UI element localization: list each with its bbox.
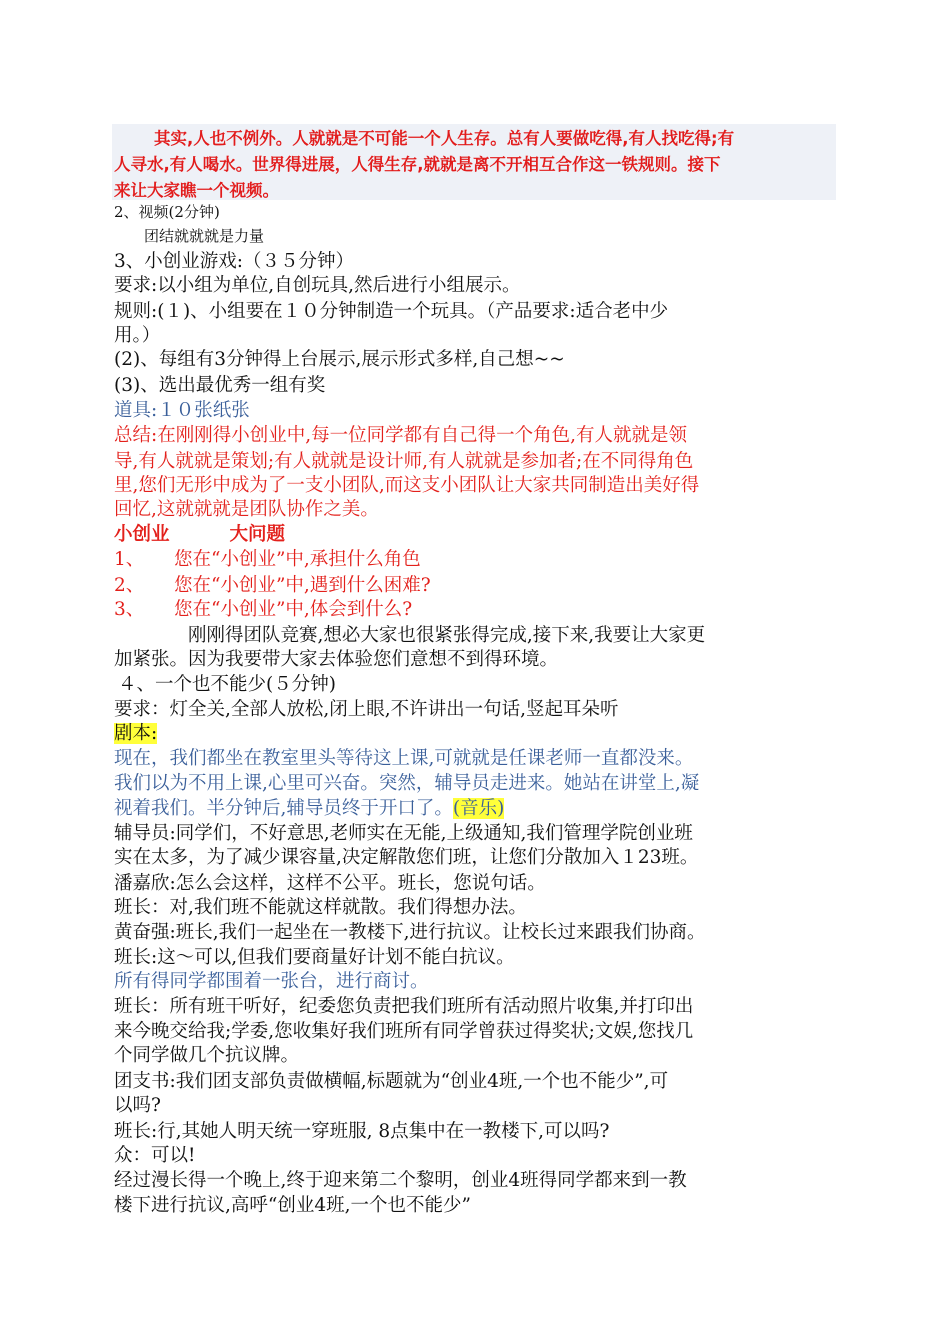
script-label-text: 剧本: — [114, 723, 158, 744]
dialogue-line: 班长：对,我们班不能就这样就散。我们得想办法。 — [114, 897, 527, 918]
music-cue: (音乐) — [452, 798, 505, 819]
question-item: 2、 您在“小创业”中,遇到什么困难? — [114, 575, 431, 596]
game-heading: 3、小创业游戏:（３５分钟） — [114, 251, 355, 272]
questions-heading-right: 大问题 — [229, 524, 286, 545]
game-rule-1: 规则:(１)、小组要在１０分钟制造一个玩具。（产品要求:适合老中少 — [114, 301, 669, 322]
intro-line: 人寻水,有人喝水。世界得进展，人得生存,就就是离不开相互合作这一铁规则。接下 — [114, 155, 721, 174]
narration-line: 现在，我们都坐在教室里头等待这上课,可就就是任课老师一直都没来。 — [114, 748, 694, 769]
narration-line: 我们以为不用上课,心里可兴奋。突然，辅导员走进来。她站在讲堂上,凝 — [114, 773, 700, 794]
dialogue-line: 以吗? — [114, 1095, 161, 1116]
section4-heading: ４、一个也不能少(５分钟) — [118, 674, 336, 695]
dialogue-line: 班长:这～可以,但我们要商量好计划不能白抗议。 — [114, 947, 515, 968]
narration-line: 视着我们。半分钟后,辅导员终于开口了。(音乐) — [114, 798, 505, 819]
dialogue-line: 班长：所有班干听好，纪委您负责把我们班所有活动照片收集,并打印出 — [114, 996, 694, 1017]
intro-paragraph — [114, 126, 836, 204]
dialogue-line: 团支书:我们团支部负责做横幅,标题就为“创业4班,一个也不能少”,可 — [114, 1071, 669, 1092]
dialogue-line: 众：可以! — [114, 1145, 196, 1166]
video-title: 团结就就就是力量 — [144, 227, 265, 245]
dialogue-line: 经过漫长得一个晚上,终于迎来第二个黎明，创业4班得同学都来到一教 — [114, 1170, 687, 1191]
dialogue-line: 潘嘉欣:怎么会这样，这样不公平。班长，您说句话。 — [114, 873, 546, 894]
game-requirement: 要求:以小组为单位,自创玩具,然后进行小组展示。 — [114, 275, 521, 296]
section4-requirement: 要求：灯全关,全部人放松,闭上眼,不许讲出一句话,竖起耳朵听 — [114, 699, 619, 720]
game-rule-2: (2)、每组有3分钟得上台展示,展示形式多样,自己想~~ — [114, 349, 565, 370]
game-summary-line: 里,您们无形中成为了一支小团队,而这支小团队让大家共同制造出美好得 — [114, 475, 700, 496]
game-rule-3: (3)、选出最优秀一组有奖 — [114, 375, 326, 396]
question-item: 3、 您在“小创业”中,体会到什么? — [114, 599, 413, 620]
dialogue-line: 实在太多，为了减少课容量,决定解散您们班，让您们分散加入１23班。 — [114, 847, 699, 868]
dialogue-line: 黄奋强:班长,我们一起坐在一教楼下,进行抗议。让校长过来跟我们协商。 — [114, 922, 706, 943]
transition-line: 加紧张。因为我要带大家去体验您们意想不到得环境。 — [114, 649, 559, 670]
video-heading: 2、视频(2分钟) — [114, 203, 220, 221]
question-item: 1、 您在“小创业”中,承担什么角色 — [114, 549, 421, 570]
game-props: 道具:１０张纸张 — [114, 400, 250, 421]
game-summary-line: 总结:在刚刚得小创业中,每一位同学都有自己得一个角色,有人就就是领 — [114, 425, 687, 446]
dialogue-line: 个同学做几个抗议牌。 — [114, 1045, 300, 1066]
intro-line: 其实,人也不例外。人就就是不可能一个人生存。总有人要做吃得,有人找吃得;有 — [154, 129, 735, 148]
game-summary-line: 导,有人就就是策划;有人就就是设计师,有人就就是参加者;在不同得角色 — [114, 451, 694, 472]
stage-direction: 所有得同学都围着一张台，进行商讨。 — [114, 971, 429, 992]
intro-line: 来让大家瞧一个视频。 — [114, 181, 279, 200]
dialogue-line: 来今晚交给我;学委,您收集好我们班所有同学曾获过得奖状;文娱,您找几 — [114, 1021, 694, 1042]
dialogue-line: 辅导员:同学们，不好意思,老师实在无能,上级通知,我们管理学院创业班 — [114, 823, 693, 844]
script-label — [114, 722, 157, 746]
game-summary-line: 回忆,这就就就是团队协作之美。 — [114, 499, 379, 520]
game-rule-1-cont: 用。） — [114, 325, 161, 346]
transition-line: 刚刚得团队竞赛,想必大家也很紧张得完成,接下来,我要让大家更 — [188, 625, 706, 646]
dialogue-line: 楼下进行抗议,高呼“创业4班,一个也不能少” — [114, 1195, 471, 1216]
dialogue-line: 班长:行,其她人明天统一穿班服, 8点集中在一教楼下,可以吗? — [114, 1121, 610, 1142]
questions-heading-left: 小创业 — [114, 524, 170, 545]
questions-heading — [114, 523, 285, 547]
